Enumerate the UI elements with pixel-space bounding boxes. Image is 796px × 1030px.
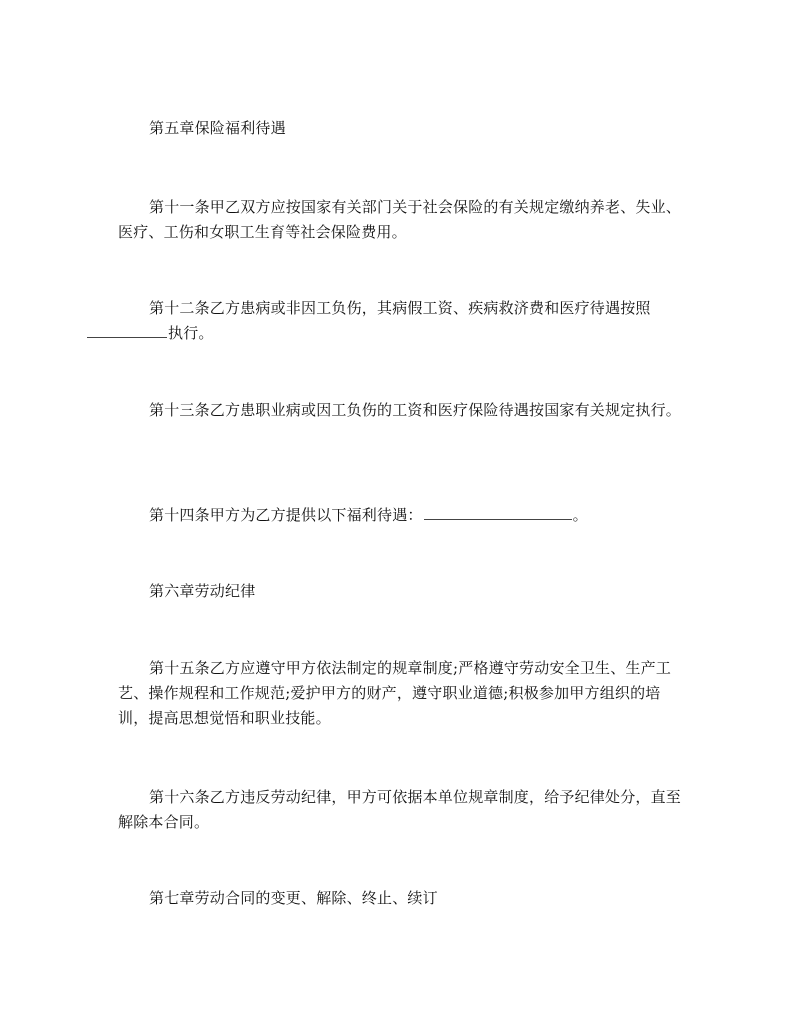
chapter-6-heading-text: 第六章劳动纪律 — [149, 582, 256, 600]
fill-in-blank[interactable] — [424, 505, 572, 520]
article-12-text-end: 执行。 — [168, 324, 214, 342]
chapter-7-heading — [118, 886, 690, 911]
fill-in-blank[interactable] — [87, 323, 167, 338]
article-11 — [118, 195, 690, 245]
chapter-6-heading — [118, 579, 690, 604]
article-13-text: 第十三条乙方患职业病或因工负伤的工资和医疗保险待遇按国家有关规定执行。 — [149, 401, 682, 419]
article-12-text-start: 第十二条乙方患病或非因工负伤，其病假工资、疾病救济费和医疗待遇按照 — [149, 299, 651, 317]
article-14 — [118, 503, 690, 528]
chapter-5-heading — [118, 116, 690, 141]
article-15 — [118, 656, 690, 731]
chapter-7-heading-text: 第七章劳动合同的变更、解除、终止、续订 — [149, 889, 438, 907]
article-15-text: 第十五条乙方应遵守甲方依法制定的规章制度;严格遵守劳动安全卫生、生产工艺、操作规程和工作规范;爱护甲方的财产，遵守职业道德;积极参加甲方组织的培训，提高思想觉悟和职业技能。 — [118, 659, 672, 727]
article-13 — [118, 398, 690, 423]
article-12 — [118, 296, 690, 346]
chapter-5-heading-text: 第五章保险福利待遇 — [149, 119, 286, 137]
article-14-text-start: 第十四条甲方为乙方提供以下福利待遇： — [149, 506, 423, 524]
article-14-text-end: 。 — [572, 506, 588, 524]
article-16-text: 第十六条乙方违反劳动纪律，甲方可依据本单位规章制度，给予纪律处分，直至解除本合同。 — [118, 788, 682, 831]
article-11-text: 第十一条甲乙双方应按国家有关部门关于社会保险的有关规定缴纳养老、失业、医疗、工伤和女职工生育等社会保险费用。 — [118, 198, 682, 241]
article-16 — [118, 785, 690, 835]
